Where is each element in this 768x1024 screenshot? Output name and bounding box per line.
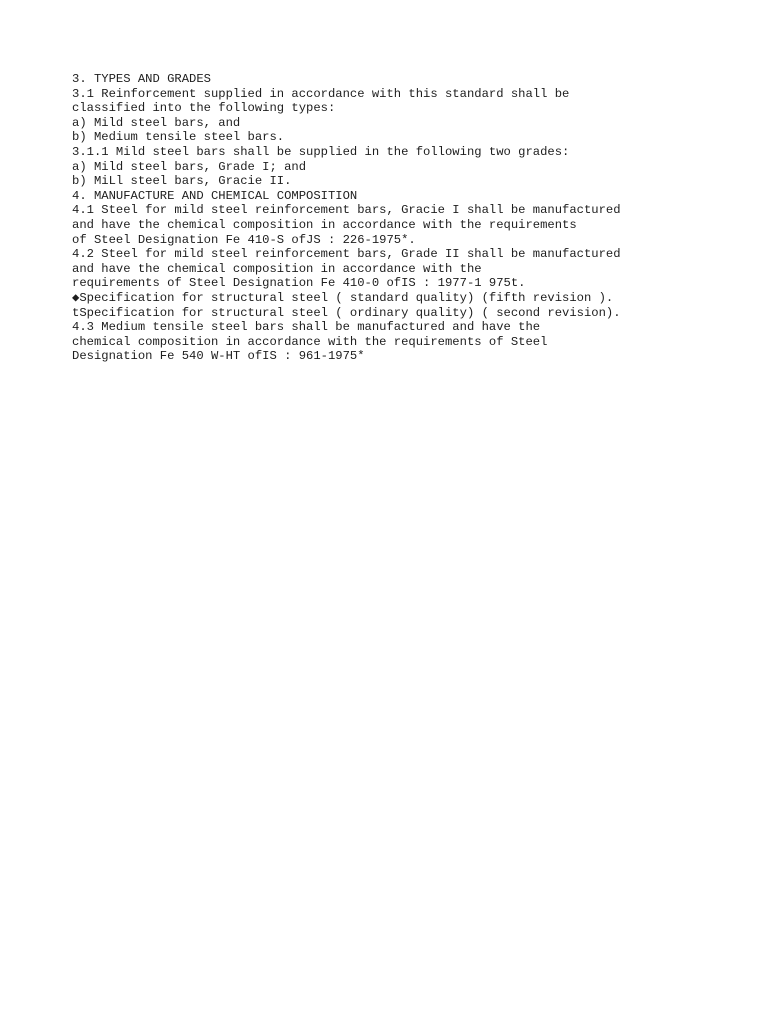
text-line: of Steel Designation Fe 410-S ofJS : 226-1975*. [72, 232, 416, 247]
text-line: chemical composition in accordance with the requirements of Steel [72, 334, 548, 349]
document-text [72, 72, 712, 364]
text-line: and have the chemical composition in accordance with the requirements [72, 217, 577, 232]
list-item: a) Mild steel bars, Grade I; and [72, 159, 307, 174]
section-heading-manufacture: 4. MANUFACTURE AND CHEMICAL COMPOSITION [72, 188, 358, 203]
list-item: b) MiLl steel bars, Gracie II. [72, 174, 292, 189]
text-line: and have the chemical composition in accordance with the [72, 261, 482, 276]
list-item: a) Mild steel bars, and [72, 115, 241, 130]
list-item: b) Medium tensile steel bars. [72, 130, 285, 145]
footnote-line: tSpecification for structural steel ( ordinary quality) ( second revision). [72, 305, 621, 320]
text-line: classified into the following types: [72, 101, 336, 116]
text-line: 3.1 Reinforcement supplied in accordance with this standard shall be [72, 86, 570, 101]
text-line: 4.3 Medium tensile steel bars shall be manufactured and have the [72, 320, 541, 335]
text-line: 3.1.1 Mild steel bars shall be supplied in the following two grades: [72, 144, 570, 159]
text-line: 4.2 Steel for mild steel reinforcement bars, Grade II shall be manufactured [72, 247, 621, 262]
text-line: requirements of Steel Designation Fe 410-0 ofIS : 1977-1 975t. [72, 276, 526, 291]
text-line: Designation Fe 540 W-HT ofIS : 961-1975* [72, 349, 365, 364]
footnote-line: ◆Specification for structural steel ( standard quality) (fifth revision ). [72, 290, 614, 305]
section-heading-types-and-grades: 3. TYPES AND GRADES [72, 72, 211, 86]
text-line: 4.1 Steel for mild steel reinforcement bars, Gracie I shall be manufactured [72, 203, 621, 218]
